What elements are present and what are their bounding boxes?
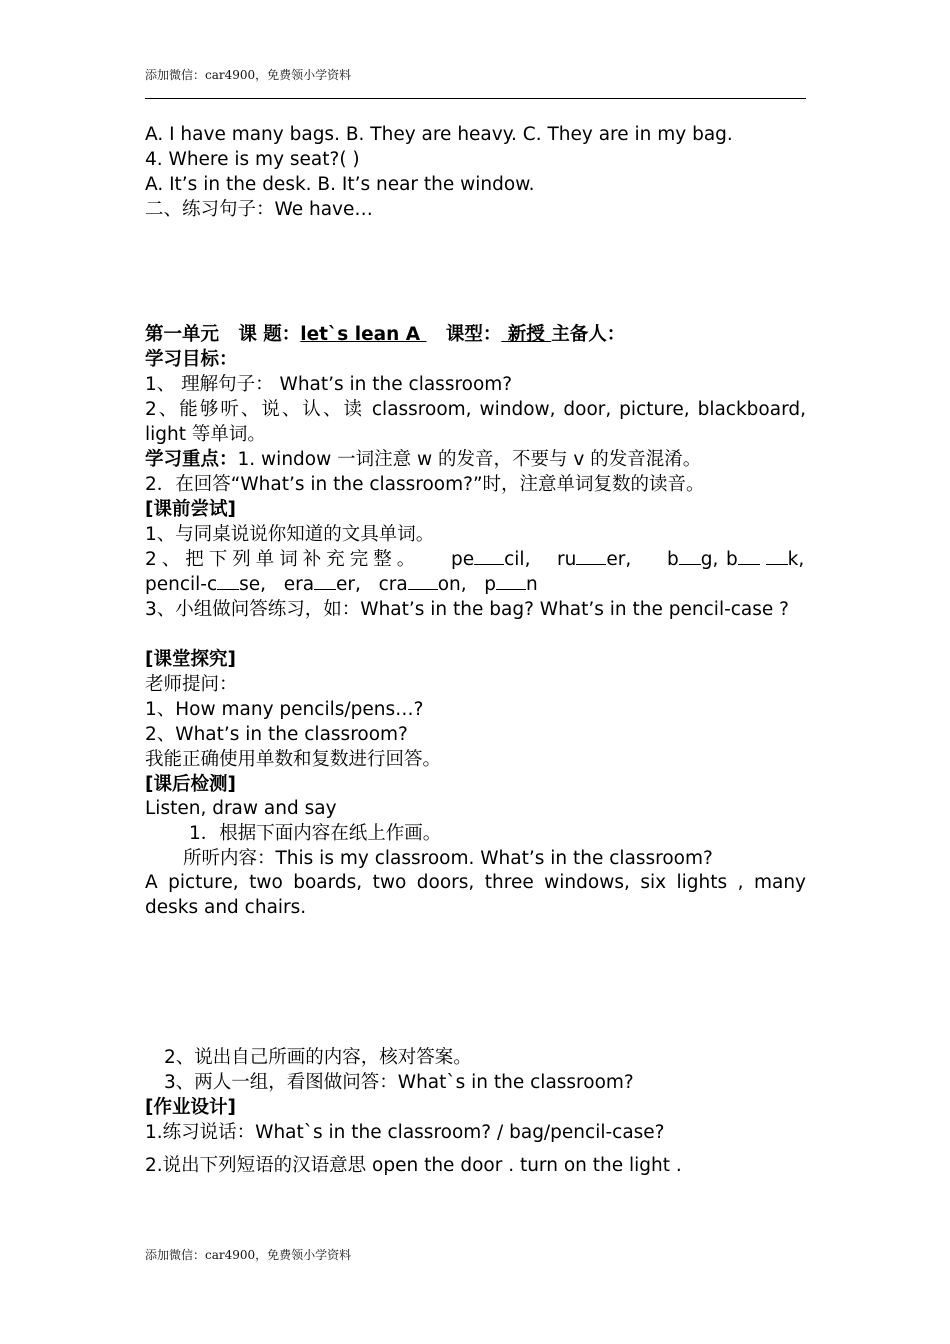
q4-options: A. It’s in the desk. B. It’s near the window.: [145, 174, 535, 195]
post-class-title: [课后检测]: [145, 774, 236, 795]
word-part: pencil-c: [145, 574, 218, 595]
q4-question: 4. Where is my seat?( ): [145, 149, 360, 170]
pre-task-2: [145, 547, 806, 572]
heard-content: 所听内容：This is my classroom. What’s in the classroom?: [183, 848, 713, 869]
word-part: b: [667, 549, 679, 570]
word-part: b: [726, 549, 738, 570]
pre-class-title: [课前尝试]: [145, 499, 236, 520]
word-book: [726, 547, 804, 572]
type-label: 课型：: [445, 324, 502, 345]
type-value: 新授: [501, 324, 552, 345]
header-divider: [145, 98, 806, 99]
teacher-asks: 老师提问：: [145, 674, 238, 695]
pre-task-3: 3、小组做问答练习，如：What’s in the bag? What’s in the pencil-case ?: [145, 599, 789, 620]
blank: [766, 550, 788, 565]
blank: [679, 550, 701, 565]
heard-list: A picture, two boards, two doors, three windows, six lights , many desks and chairs.: [145, 872, 806, 918]
word-part: g,: [700, 549, 719, 570]
word-part: cra: [378, 574, 408, 595]
step-3: 3、两人一组，看图做问答：What`s in the classroom?: [164, 1072, 634, 1093]
word-part: ru: [557, 549, 577, 570]
blank: [576, 550, 606, 565]
q3-options: A. I have many bags. B. They are heavy. C. They are in my bag.: [145, 124, 733, 145]
topic-label: 课 题：: [238, 324, 301, 345]
blank: [217, 575, 239, 590]
blank: [738, 550, 760, 565]
keypoint-row: [145, 447, 806, 472]
page-footer: 添加微信：car4900，免费领小学资料: [145, 1248, 352, 1262]
goals-title: 学习目标：: [145, 349, 238, 370]
word-part: k,: [787, 549, 805, 570]
topic-value: let`s lean A: [300, 324, 427, 345]
word-bag: [667, 547, 718, 572]
word-part: er,: [336, 574, 361, 595]
homework-1: 1.练习说话：What`s in the classroom? / bag/pencil-case?: [145, 1122, 665, 1143]
blank: [314, 575, 336, 590]
unit-label: 第一单元: [145, 324, 220, 345]
question-2: 2、What’s in the classroom?: [145, 724, 408, 745]
word-part: on,: [437, 574, 467, 595]
header-text: 添加微信：car4900，免费领小学资料: [145, 68, 352, 82]
word-part: er,: [606, 549, 632, 570]
step-2: 2、说出自己所画的内容，核对答案。: [164, 1047, 472, 1068]
practice-sentence: 二、练习句子：We have…: [145, 199, 373, 220]
blank: [474, 550, 504, 565]
pre-task-1: 1、与同桌说说你知道的文具单词。: [145, 524, 435, 545]
keypoint-1: 1. window 一词注意 w 的发音，不要与 v 的发音混淆。: [237, 449, 702, 470]
keypoint-label: 学习重点：: [145, 449, 238, 470]
in-class-title: [课堂探究]: [145, 649, 236, 670]
blank: [496, 575, 526, 590]
word-ruler: [557, 547, 631, 572]
word-part: cil,: [504, 549, 531, 570]
listen-instruction: Listen, draw and say: [145, 798, 337, 819]
word-fill-row-2: [145, 572, 806, 597]
homework-title: [作业设计]: [145, 1097, 236, 1118]
word-part: p: [484, 574, 497, 595]
goal-1: 1、 理解句子： What’s in the classroom?: [145, 374, 513, 395]
blank: [408, 575, 438, 590]
word-part: n: [526, 574, 538, 595]
word-part: se,: [239, 574, 267, 595]
preparer-label: 主备人：: [551, 324, 626, 345]
word-pencil: [451, 547, 530, 572]
pre-task-2-intro: 2、把下列单词补充完整。: [145, 549, 421, 570]
word-part: pe: [451, 549, 475, 570]
draw-step: 1．根据下面内容在纸上作画。: [189, 823, 442, 844]
word-part: era: [283, 574, 315, 595]
keypoint-2: 2．在回答“What’s in the classroom?”时，注意单词复数的读音。: [145, 474, 705, 495]
answer-note: 我能正确使用单数和复数进行回答。: [145, 749, 442, 770]
goal-2: 2、能够听、说、认、读 classroom, window, door, picture, blackboard, light 等单词。: [145, 399, 806, 445]
homework-2: 2.说出下列短语的汉语意思 open the door . turn on the light .: [145, 1155, 682, 1176]
lesson-title-row: [145, 322, 806, 347]
question-1: 1、How many pencils/pens…?: [145, 699, 424, 720]
